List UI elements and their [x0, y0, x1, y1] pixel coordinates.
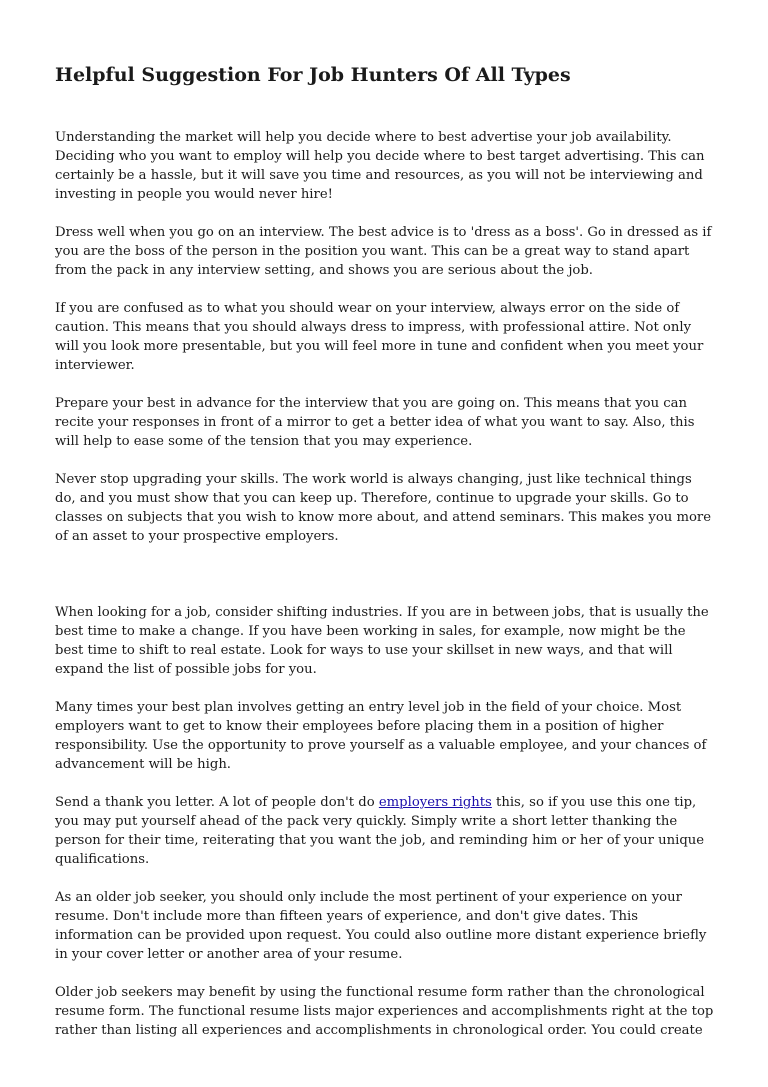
- paragraph-with-link: [55, 793, 715, 869]
- section-spacer: [55, 565, 715, 603]
- paragraph: Many times your best plan involves getting an entry level job in the field of your choice. Most employers want to get to know their employees before placing them in a position of higher responsibility. Use the opportunity to prove yourself as a valuable employee, and your chances of advancement will be high.: [55, 700, 707, 772]
- paragraph: If you are confused as to what you should wear on your interview, always error on the side of caution. This means that you should always dress to impress, with professional attire. Not only will you look more presentable, but you will feel more in tune and confident when you meet your interviewer.: [55, 301, 704, 373]
- paragraph: Understanding the market will help you decide where to best advertise your job availability. Deciding who you want to employ will help you decide where to best target advertising. This can certainly be a hassle, but it will save you time and resources, as you will not be interviewing and investing in people you would never hire!: [55, 130, 705, 202]
- paragraph: Older job seekers may benefit by using the functional resume form rather than the chronological resume form. The functional resume lists major experiences and accomplishments right at the top rather than listing all experiences and accomplishments in chronological order. You could create: [55, 985, 714, 1038]
- paragraph: Dress well when you go on an interview. The best advice is to 'dress as a boss'. Go in dressed as if you are the boss of the person in the position you want. This can be a great way to stand apart from the pack in any interview setting, and shows you are serious about the job.: [55, 225, 712, 278]
- employers-rights-link[interactable]: employers rights: [378, 795, 492, 810]
- paragraph: Never stop upgrading your skills. The work world is always changing, just like technical things do, and you must show that you can keep up. Therefore, continue to upgrade your skills. Go to classes on subjects that you wish to know more about, and attend seminars. This makes you more of an asset to your prospective employers.: [55, 472, 712, 544]
- paragraph: When looking for a job, consider shifting industries. If you are in between jobs, that is usually the best time to make a change. If you have been working in sales, for example, now might be the best time to shift to real estate. Look for ways to use your skillset in new ways, and that will expand the list of possible jobs for you.: [55, 605, 709, 677]
- page-title: Helpful Suggestion For Job Hunters Of All Types: [55, 64, 571, 86]
- paragraph: Prepare your best in advance for the interview that you are going on. This means that you can recite your responses in front of a mirror to get a better idea of what you want to say. Also, this will help to ease some of the tension that you may experience.: [55, 396, 695, 449]
- link-paragraph-after: this, so if you use this one tip, you may put yourself ahead of the pack very quickly. Simply write a short letter thanking the person for their time, reiterating that you want the job, and reminding him or her of your unique qualifications.: [55, 795, 705, 867]
- paragraph: As an older job seeker, you should only include the most pertinent of your experience on your resume. Don't include more than fifteen years of experience, and don't give dates. This information can be provided upon request. You could also outline more distant experience briefly in your cover letter or another area of your resume.: [55, 890, 707, 962]
- link-paragraph-before: Send a thank you letter. A lot of people don't do: [55, 795, 379, 810]
- document-page: [55, 62, 715, 1059]
